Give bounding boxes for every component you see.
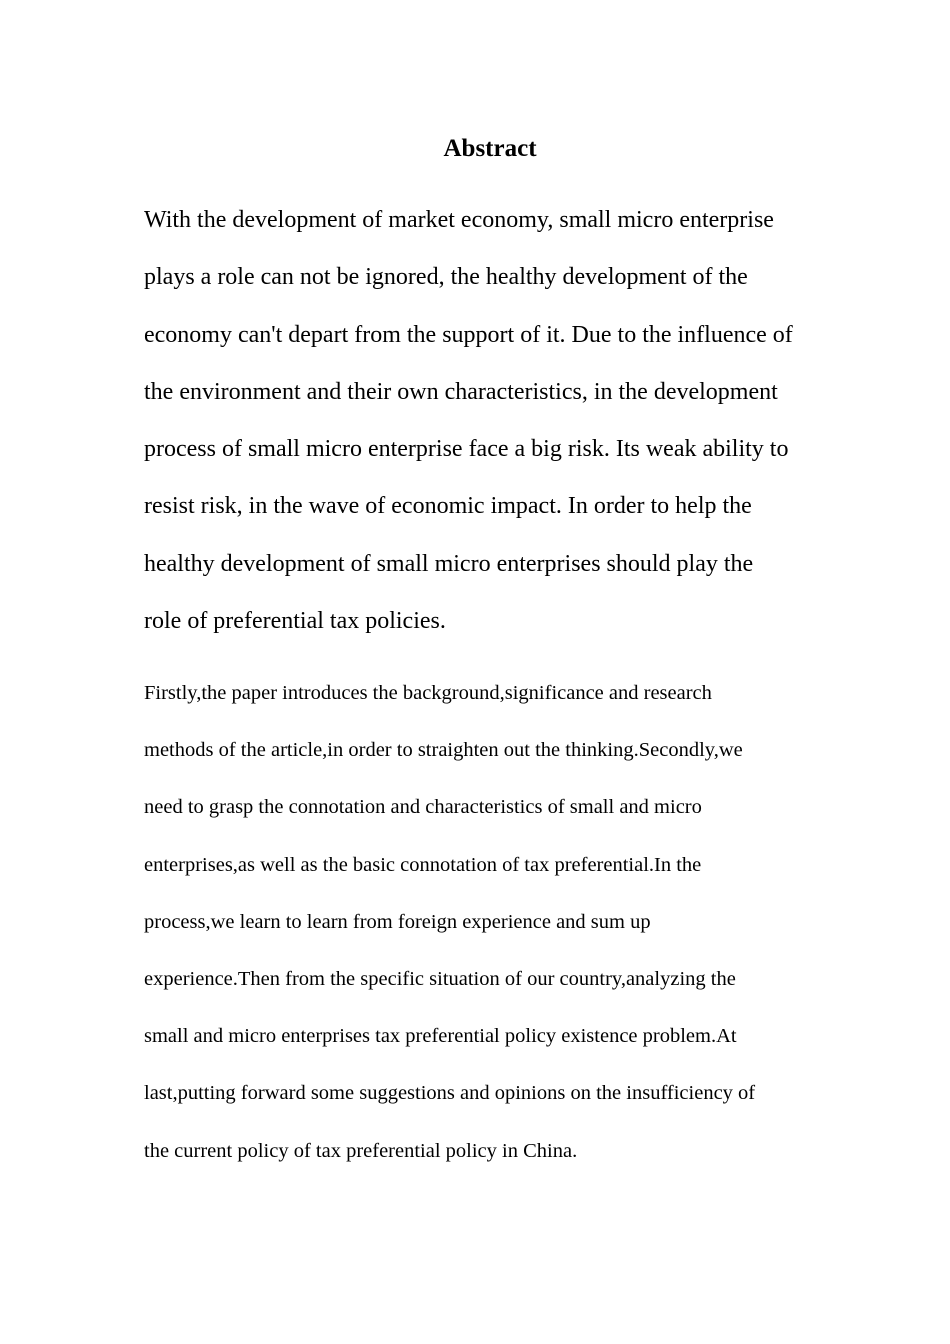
- paragraph-line: enterprises,as well as the basic connotation of tax preferential.In the: [144, 853, 702, 876]
- paragraph-line: process of small micro enterprise face a big risk. Its weak ability to: [144, 436, 789, 463]
- paragraph-line: small and micro enterprises tax preferential policy existence problem.At: [144, 1025, 737, 1048]
- abstract-paragraph-2: [144, 665, 844, 1180]
- paragraph-line: experience.Then from the specific situation of our country,analyzing the: [144, 968, 736, 991]
- abstract-paragraph-1: [144, 192, 844, 650]
- paragraph-line: economy can't depart from the support of it. Due to the influence of: [144, 321, 793, 348]
- paragraph-line: need to grasp the connotation and characteristics of small and micro: [144, 796, 702, 819]
- paragraph-line: healthy development of small micro enterprises should play the: [144, 550, 754, 577]
- paragraph-line: methods of the article,in order to straighten out the thinking.Secondly,we: [144, 739, 743, 762]
- paragraph-line: With the development of market economy, small micro enterprise: [144, 207, 774, 233]
- paragraph-line: resist risk, in the wave of economic impact. In order to help the: [144, 493, 752, 520]
- paragraph-line: last,putting forward some suggestions and opinions on the insufficiency of: [144, 1082, 756, 1105]
- paragraph-line: plays a role can not be ignored, the healthy development of the: [144, 264, 748, 291]
- paragraph-line: the current policy of tax preferential policy in China.: [144, 1139, 578, 1162]
- abstract-title: Abstract: [443, 135, 537, 162]
- paragraph-line: the environment and their own characteristics, in the development: [144, 378, 778, 405]
- paragraph-line: process,we learn to learn from foreign experience and sum up: [144, 910, 651, 933]
- paragraph-line: Firstly,the paper introduces the background,significance and research: [144, 682, 712, 704]
- paragraph-line: role of preferential tax policies.: [144, 608, 446, 635]
